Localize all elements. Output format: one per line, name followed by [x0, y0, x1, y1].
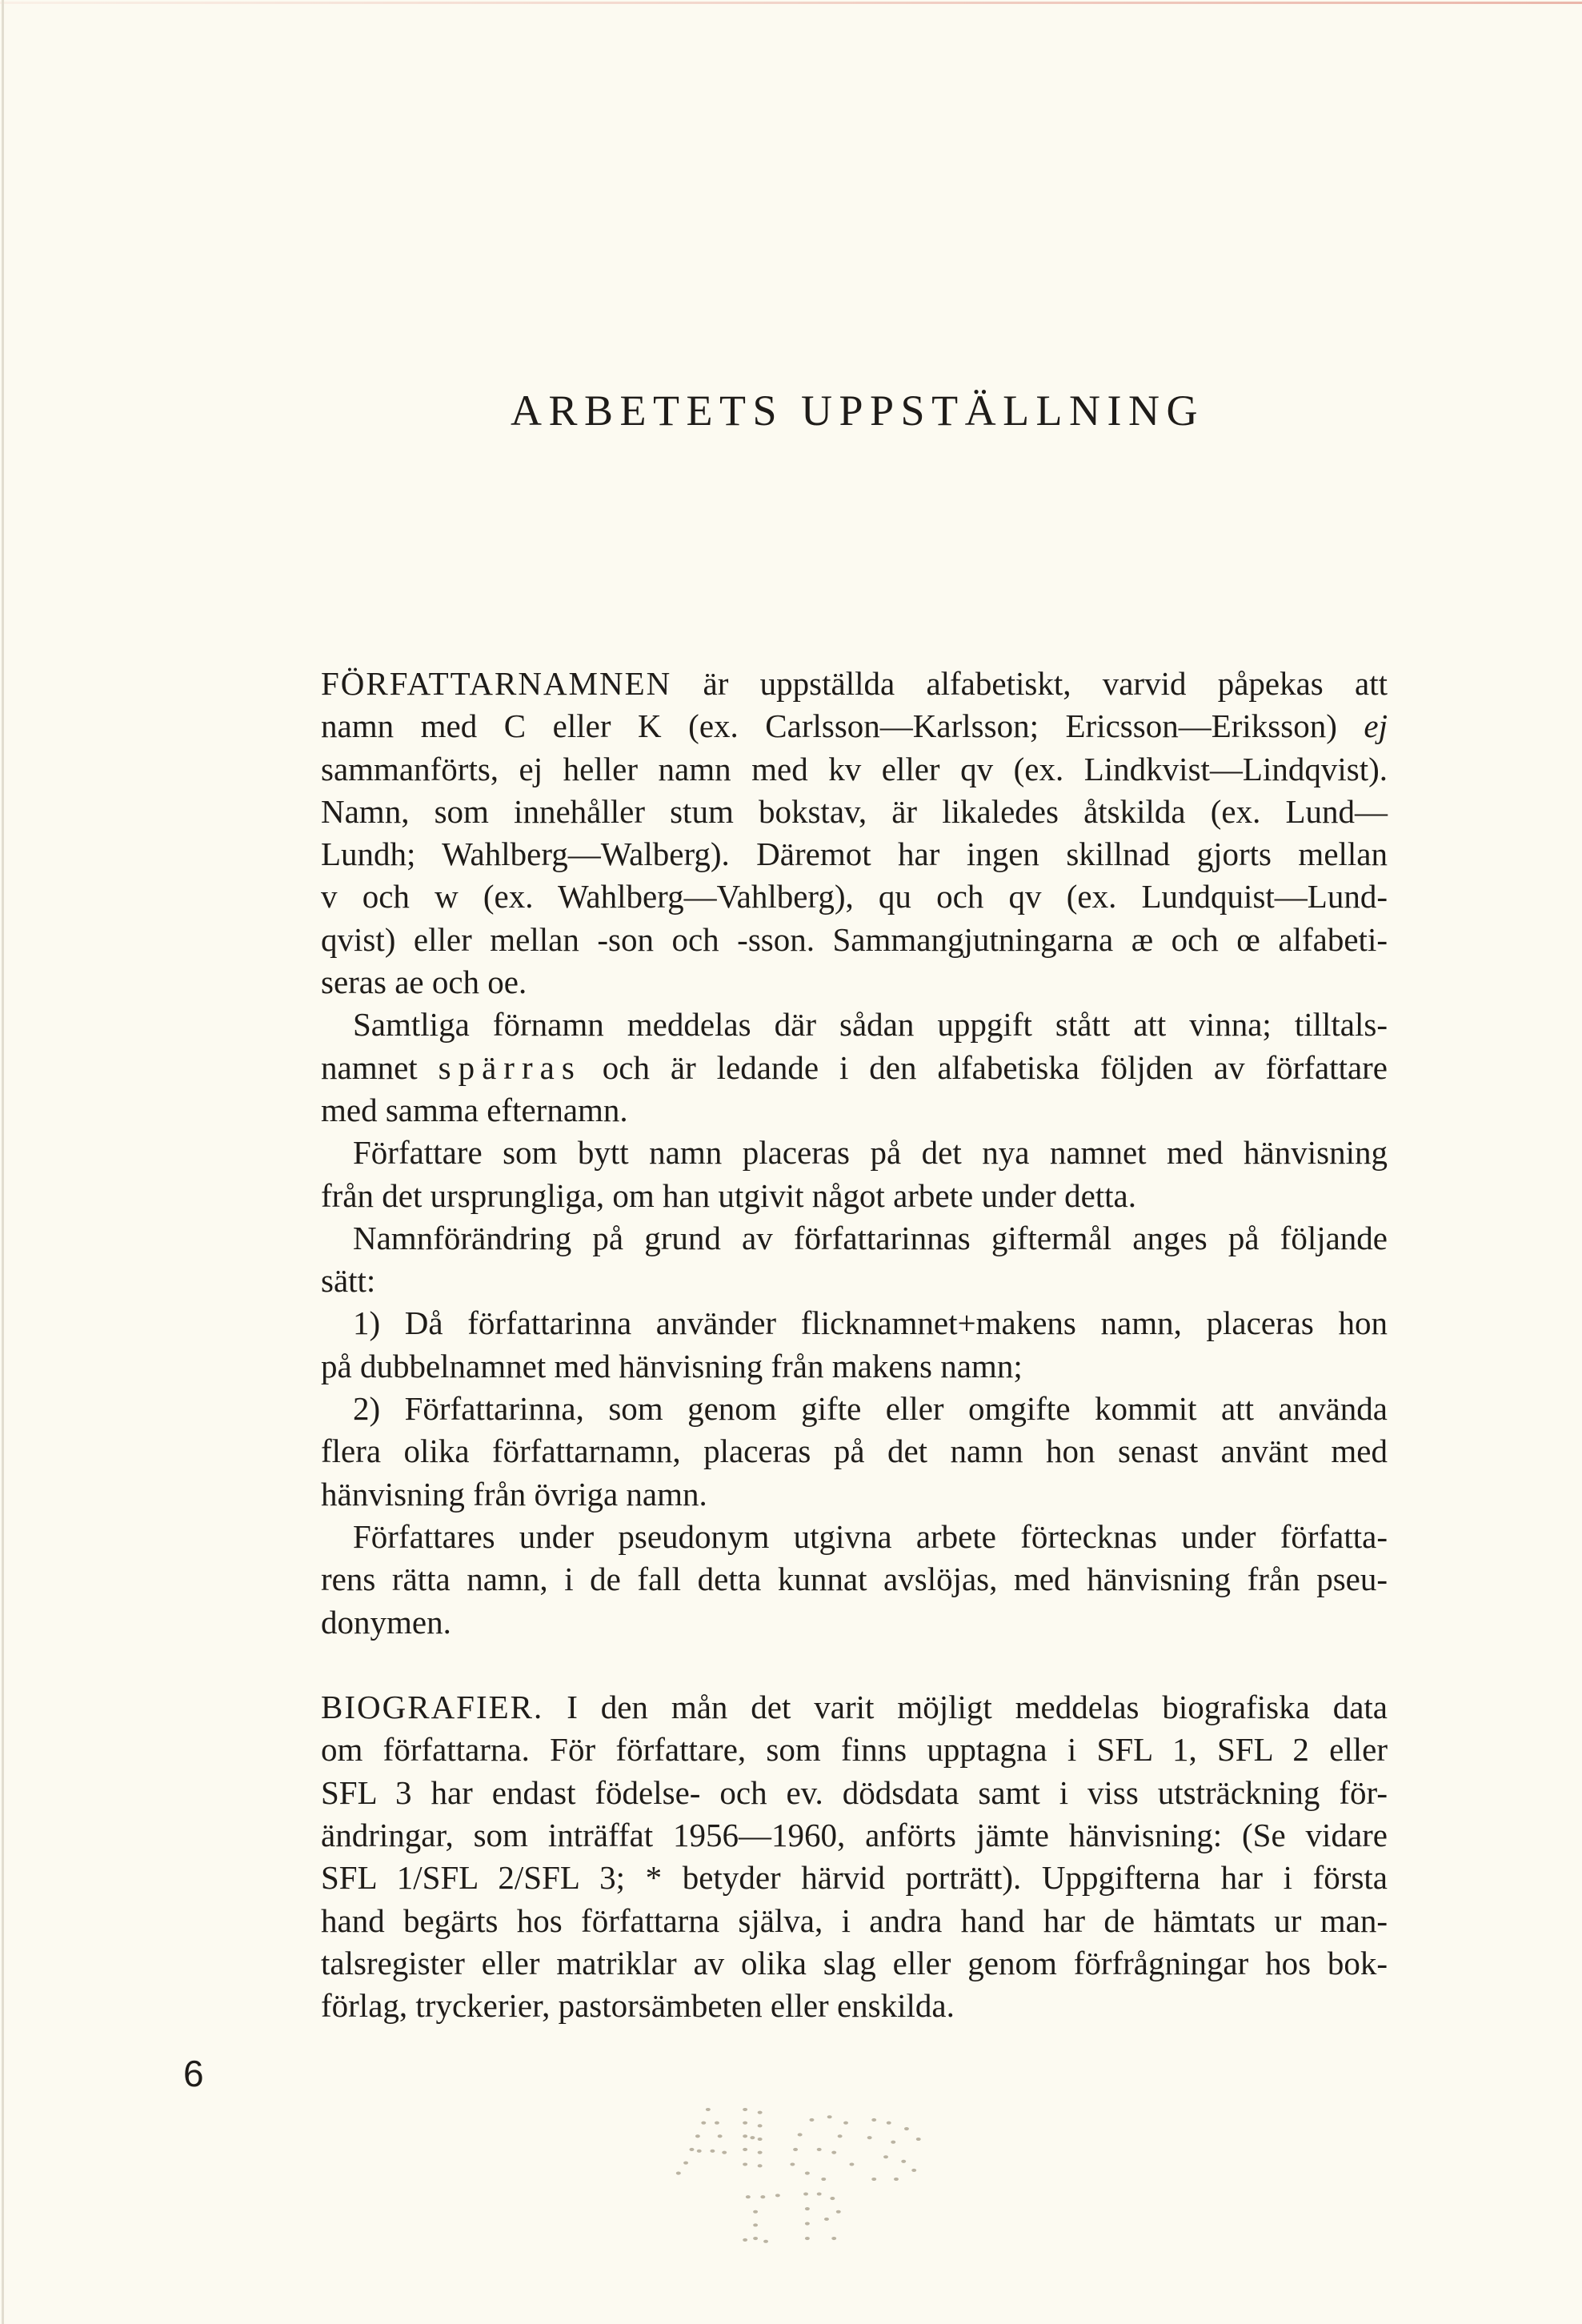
perforation-dot [753, 2223, 758, 2226]
text-line: om författarna. För författare, som finns upptagna i SFL 1, SFL 2 eller [321, 1731, 1388, 1769]
perforation-dot [793, 2148, 798, 2151]
perforation-dot [809, 2118, 814, 2122]
section-lead-word: FÖRFATTARNAMNEN [321, 665, 672, 702]
perforation-dot [831, 2151, 836, 2154]
text-line: Lundh; Wahlberg—Walberg). Däremot har ingen skillnad gjorts mellan [321, 835, 1388, 873]
text-line: rens rätta namn, i de fall detta kunnat avslöjas, med hänvisning från pseu- [321, 1561, 1388, 1598]
text-line: på dubbelnamnet med hänvisning från makens namn; [321, 1347, 1023, 1384]
text-line: 2) Författarinna, som genom gifte eller omgifte kommit att använda [353, 1390, 1388, 1428]
perforation-dot [753, 2237, 758, 2240]
text-line: hänvisning från övriga namn. [321, 1475, 707, 1513]
paragraph-rule-2 [321, 1388, 1388, 1516]
perforation-dot [887, 2122, 891, 2125]
text-line: seras ae och oe. [321, 964, 527, 1001]
perforation-dot [830, 2197, 835, 2200]
perforation-dot [683, 2162, 688, 2165]
perforation-dot [827, 2115, 832, 2118]
text-line: Författare som bytt namn placeras på det nya namnet med hänvisning [353, 1134, 1388, 1172]
line-text: I den mån det varit möjligt meddelas biografiska data [567, 1689, 1388, 1726]
perforation-dot [911, 2169, 916, 2172]
perforation-dot [718, 2134, 723, 2138]
line-text: är uppställda alfabetiskt, varvid påpekas att [703, 665, 1388, 702]
perforation-dot [695, 2134, 700, 2138]
perforation-dot [758, 2111, 763, 2114]
perforation-dot [904, 2127, 909, 2130]
perforation-dot [753, 2210, 758, 2214]
perforation-dot [758, 2164, 763, 2167]
text-line: donymen. [321, 1603, 451, 1641]
perforation-dot [775, 2194, 780, 2197]
text-line: flera olika författarnamn, placeras på det namn hon senast använt med [321, 1432, 1388, 1470]
line-text: namn med C eller K (ex. Carlsson—Karlsson; Ericsson—Eriksson) [321, 707, 1337, 745]
paragraph-marriage-names [321, 1217, 1388, 1303]
page-number: 6 [183, 2053, 204, 2094]
perforation-dot [798, 2133, 803, 2136]
perforation-dot [817, 2192, 822, 2195]
paragraph-changed-names [321, 1132, 1388, 1217]
text-line [321, 1047, 1388, 1089]
perforation-dot [790, 2162, 795, 2166]
paragraph-pseudonyms [321, 1516, 1388, 1644]
perforation-dot [743, 2162, 747, 2166]
perforation-dot [821, 2178, 826, 2181]
perforation-dot [831, 2237, 836, 2240]
perforation-dot [746, 2195, 751, 2198]
perforation-dot [706, 2108, 711, 2111]
text-line: talsregister eller matriklar av olika slag eller genom förfrågningar hos bok- [321, 1944, 1388, 1981]
perforation-dot [743, 2238, 747, 2242]
perforation-dot [894, 2178, 899, 2181]
text-line: Namn, som innehåller stum bokstav, är likaledes åtskilda (ex. Lund— [321, 792, 1388, 830]
perforation-dot [805, 2237, 810, 2240]
perforation-dot [758, 2138, 763, 2141]
text-line: Namnförändring på grund av författarinnas giftermål anges på följande [353, 1219, 1388, 1256]
perforation-dot [901, 2160, 906, 2163]
perforation-dot [883, 2155, 888, 2158]
text-line: Författares under pseudonym utgivna arbete förtecknas under författa- [353, 1517, 1388, 1555]
text-line [321, 705, 1388, 747]
page-left-edge [2, 0, 4, 2324]
perforation-dot [722, 2151, 727, 2154]
perforation-dot [805, 2172, 810, 2175]
page-top-edge [0, 2, 1582, 4]
perforation-dot [710, 2150, 715, 2153]
perforation-dot [750, 2136, 755, 2139]
text-line: hand begärts hos författarna själva, i andra hand har de hämtats ur man- [321, 1901, 1388, 1939]
spaced-word: spärras [438, 1048, 582, 1086]
perforation-dot [836, 2210, 841, 2214]
text-line [321, 1686, 1388, 1729]
perforation-dot [697, 2150, 702, 2153]
text-line: från det ursprungliga, om han utgivit något arbete under detta. [321, 1176, 1136, 1214]
line-text: namnet [321, 1048, 418, 1086]
perforation-stamp [667, 2098, 926, 2261]
paragraph-first-names [321, 1004, 1388, 1132]
text-line: v och w (ex. Wahlberg—Vahlberg), qu och qv (ex. Lundquist—Lund- [321, 878, 1388, 916]
text-line: ändringar, som inträffat 1956—1960, anförts jämte hänvisning: (Se vidare [321, 1817, 1388, 1854]
perforation-dot [743, 2108, 747, 2111]
text-line: sätt: [321, 1262, 376, 1300]
text-line: förlag, tryckerier, pastorsämbeten eller enskilda. [321, 1987, 955, 2025]
perforation-dot [715, 2122, 719, 2125]
perforation-dot [743, 2148, 747, 2151]
perforation-dot [803, 2192, 808, 2195]
text-line: SFL 3 har endast födelse- och ev. dödsdata samt i viss utsträckning för- [321, 1773, 1388, 1811]
body-text [321, 663, 1388, 2028]
perforation-dot [838, 2134, 843, 2138]
perforation-dot [701, 2122, 706, 2125]
perforation-dot [743, 2134, 747, 2138]
perforation-dot [867, 2136, 872, 2139]
perforation-dot [690, 2148, 695, 2151]
text-line: qvist) eller mellan -son och -sson. Sammangjutningarna æ och œ alfabeti- [321, 920, 1388, 958]
perforation-dot [758, 2151, 763, 2154]
perforation-dot [916, 2138, 921, 2141]
text-line: Samtliga förnamn meddelas där sådan uppgift stått att vinna; tilltals- [353, 1006, 1388, 1044]
text-line: SFL 1/SFL 2/SFL 3; * betyder härvid porträtt). Uppgifterna har i första [321, 1859, 1388, 1897]
paragraph-gap [321, 1644, 1388, 1686]
perforation-dot [843, 2122, 848, 2125]
perforation-dot [817, 2148, 822, 2151]
perforation-dot [824, 2218, 829, 2221]
paragraph-author-names [321, 663, 1388, 1004]
section-lead-word: BIOGRAFIER. [321, 1689, 544, 1726]
perforation-dot [760, 2195, 765, 2198]
perforation-dot [763, 2240, 768, 2243]
emphasized-word: ej [1364, 707, 1388, 745]
perforation-dot [891, 2141, 895, 2144]
paragraph-biographies [321, 1686, 1388, 2027]
text-line: med samma efternamn. [321, 1091, 628, 1128]
perforation-dot [849, 2162, 854, 2166]
perforation-dot [758, 2124, 763, 2127]
text-line [321, 663, 1388, 705]
page-title: ARBETETS UPPSTÄLLNING [510, 387, 1205, 435]
perforation-dot [805, 2207, 810, 2210]
perforation-dot [743, 2122, 747, 2125]
perforation-dot [871, 2118, 876, 2122]
perforation-dot [676, 2172, 681, 2175]
text-line: 1) Då författarinna använder flicknamnet+makens namn, placeras hon [353, 1304, 1388, 1342]
perforation-dot [805, 2222, 810, 2226]
paragraph-rule-1 [321, 1302, 1388, 1388]
text-line: sammanförts, ej heller namn med kv eller qv (ex. Lindkvist—Lindqvist). [321, 750, 1388, 787]
line-text: och är ledande i den alfabetiska följden av författare [602, 1048, 1388, 1086]
perforation-dot [871, 2178, 876, 2181]
